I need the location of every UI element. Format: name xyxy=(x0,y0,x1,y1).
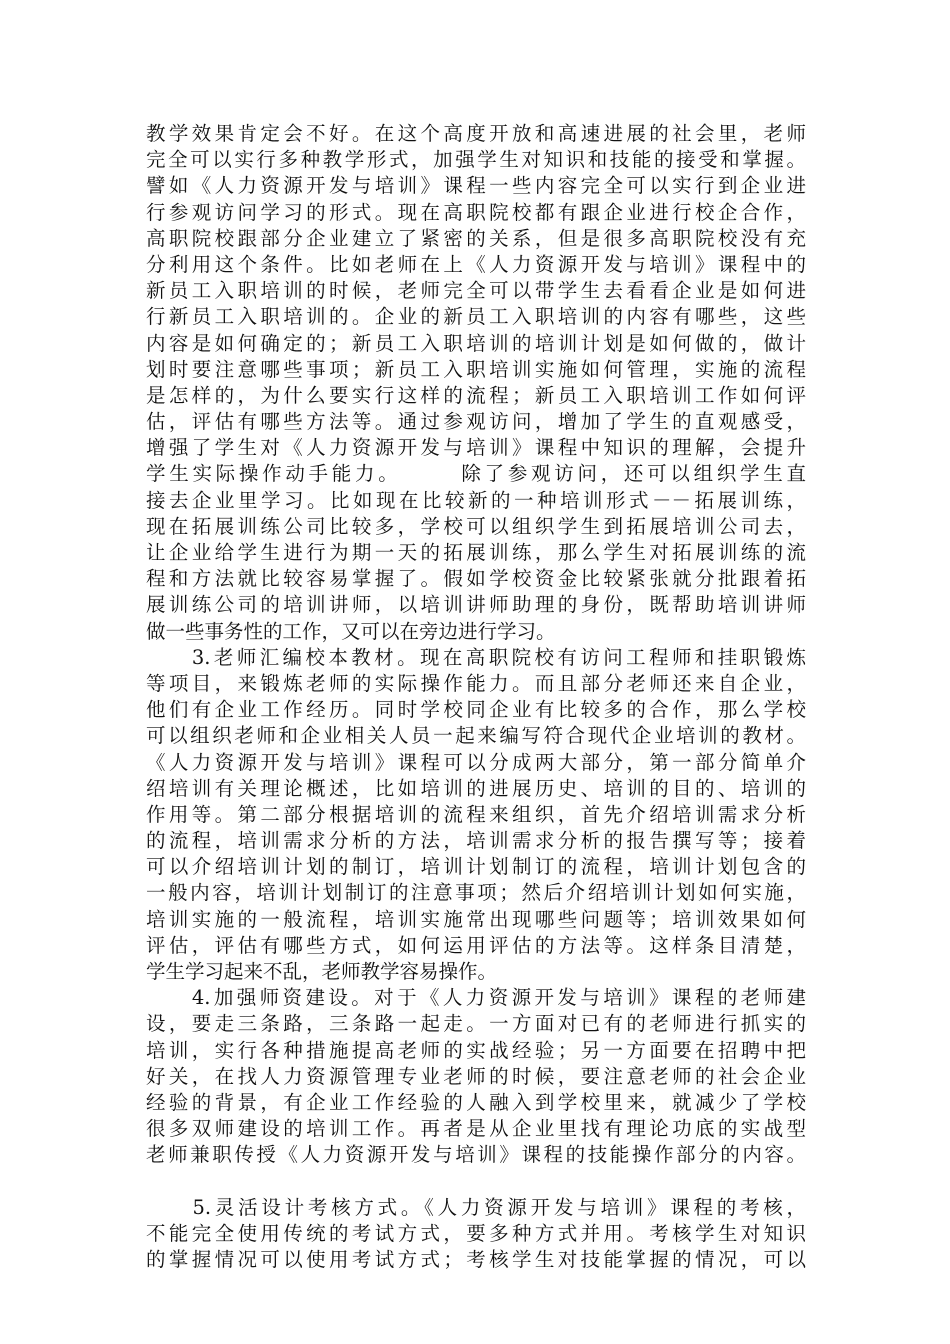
text-line: 4.加强师资建设。对于《人力资源开发与培训》课程的老师建 xyxy=(146,986,806,1010)
text-line: 可以介绍培训计划的制订，培训计划制订的流程，培训计划包含的 xyxy=(146,855,806,879)
text-line: 做一些事务性的工作，又可以在旁边进行学习。 xyxy=(146,619,556,643)
text-line: 完全可以实行多种教学形式，加强学生对知识和技能的接受和掌握。 xyxy=(146,148,806,172)
text-line: 很多双师建设的培训工作。再者是从企业里找有理论功底的实战型 xyxy=(146,1117,806,1141)
text-line: 学生学习起来不乱，老师教学容易操作。 xyxy=(146,960,498,983)
text-line: 设，要走三条路，三条路一起走。一方面对已有的老师进行抓实的 xyxy=(146,1012,806,1036)
text-line: 的流程，培训需求分析的方法，培训需求分析的报告撰写等；接着 xyxy=(146,829,806,853)
text-line: 展训练公司的培训讲师，以培训讲师助理的身份，既帮助培训讲师 xyxy=(146,593,806,617)
text-line: 培训实施的一般流程，培训实施常出现哪些问题等；培训效果如何 xyxy=(146,907,806,931)
text-line: 的掌握情况可以使用考试方式；考核学生对技能掌握的情况，可以 xyxy=(146,1248,806,1272)
blank-line xyxy=(146,1169,806,1195)
text-line: 譬如《人力资源开发与培训》课程一些内容完全可以实行到企业进 xyxy=(146,174,806,198)
text-line: 内容是如何确定的；新员工入职培训的培训计划是如何做的，做计 xyxy=(146,331,806,355)
text-line: 学生实际操作动手能力。 除了参观访问，还可以组织学生直 xyxy=(146,462,806,486)
text-line: 教学效果肯定会不好。在这个高度开放和高速进展的社会里，老师 xyxy=(146,122,806,145)
text-line: 评估，评估有哪些方式，如何运用评估的方法等。这样条目清楚， xyxy=(146,933,806,957)
text-line: 划时要注意哪些事项；新员工入职培训实施如何管理，实施的流程 xyxy=(146,357,806,381)
text-line: 《人力资源开发与培训》课程可以分成两大部分，第一部分简单介 xyxy=(146,750,806,774)
text-line: 行参观访问学习的形式。现在高职院校都有跟企业进行校企合作， xyxy=(146,200,806,224)
text-line: 行新员工入职培训的。企业的新员工入职培训的内容有哪些，这些 xyxy=(146,305,806,329)
text-line: 好关，在找人力资源管理专业老师的时候，要注意老师的社会企业 xyxy=(146,1064,806,1088)
text-line: 不能完全使用传统的考试方式，要多种方式并用。考核学生对知识 xyxy=(146,1221,806,1245)
text-line: 现在拓展训练公司比较多，学校可以组织学生到拓展培训公司去， xyxy=(146,514,806,538)
text-line: 可以组织老师和企业相关人员一起来编写符合现代企业培训的教材。 xyxy=(146,724,806,748)
body-text xyxy=(146,121,806,1273)
text-line: 3.老师汇编校本教材。现在高职院校有访问工程师和挂职锻炼 xyxy=(146,645,806,669)
text-line: 程和方法就比较容易掌握了。假如学校资金比较紧张就分批跟着拓 xyxy=(146,567,806,591)
text-line: 接去企业里学习。比如现在比较新的一种培训形式－－拓展训练， xyxy=(146,488,806,512)
text-line: 作用等。第二部分根据培训的流程来组织，首先介绍培训需求分析 xyxy=(146,802,806,826)
text-line: 增强了学生对《人力资源开发与培训》课程中知识的理解，会提升 xyxy=(146,436,806,460)
text-line: 培训，实行各种措施提高老师的实战经验；另一方面要在招聘中把 xyxy=(146,1038,806,1062)
text-line: 经验的背景，有企业工作经验的人融入到学校里来，就减少了学校 xyxy=(146,1090,806,1114)
text-line: 高职院校跟部分企业建立了紧密的关系，但是很多高职院校没有充 xyxy=(146,226,806,250)
text-line: 他们有企业工作经历。同时学校同企业有比较多的合作，那么学校 xyxy=(146,698,806,722)
text-line: 5.灵活设计考核方式。《人力资源开发与培训》课程的考核， xyxy=(146,1195,806,1219)
text-line: 一般内容，培训计划制订的注意事项；然后介绍培训计划如何实施， xyxy=(146,881,806,905)
text-line: 分利用这个条件。比如老师在上《人力资源开发与培训》课程中的 xyxy=(146,252,806,276)
text-line: 绍培训有关理论概述，比如培训的进展历史、培训的目的、培训的 xyxy=(146,776,806,800)
text-line: 估，评估有哪些方法等。通过参观访问，增加了学生的直观感受， xyxy=(146,410,806,434)
text-line: 是怎样的，为什么要实行这样的流程；新员工入职培训工作如何评 xyxy=(146,383,806,407)
text-line: 等项目，来锻炼老师的实际操作能力。而且部分老师还来自企业， xyxy=(146,671,806,695)
text-line: 让企业给学生进行为期一天的拓展训练，那么学生对拓展训练的流 xyxy=(146,541,806,564)
text-line: 新员工入职培训的时候，老师完全可以带学生去看看企业是如何进 xyxy=(146,279,806,303)
text-line: 老师兼职传授《人力资源开发与培训》课程的技能操作部分的内容。 xyxy=(146,1143,806,1167)
